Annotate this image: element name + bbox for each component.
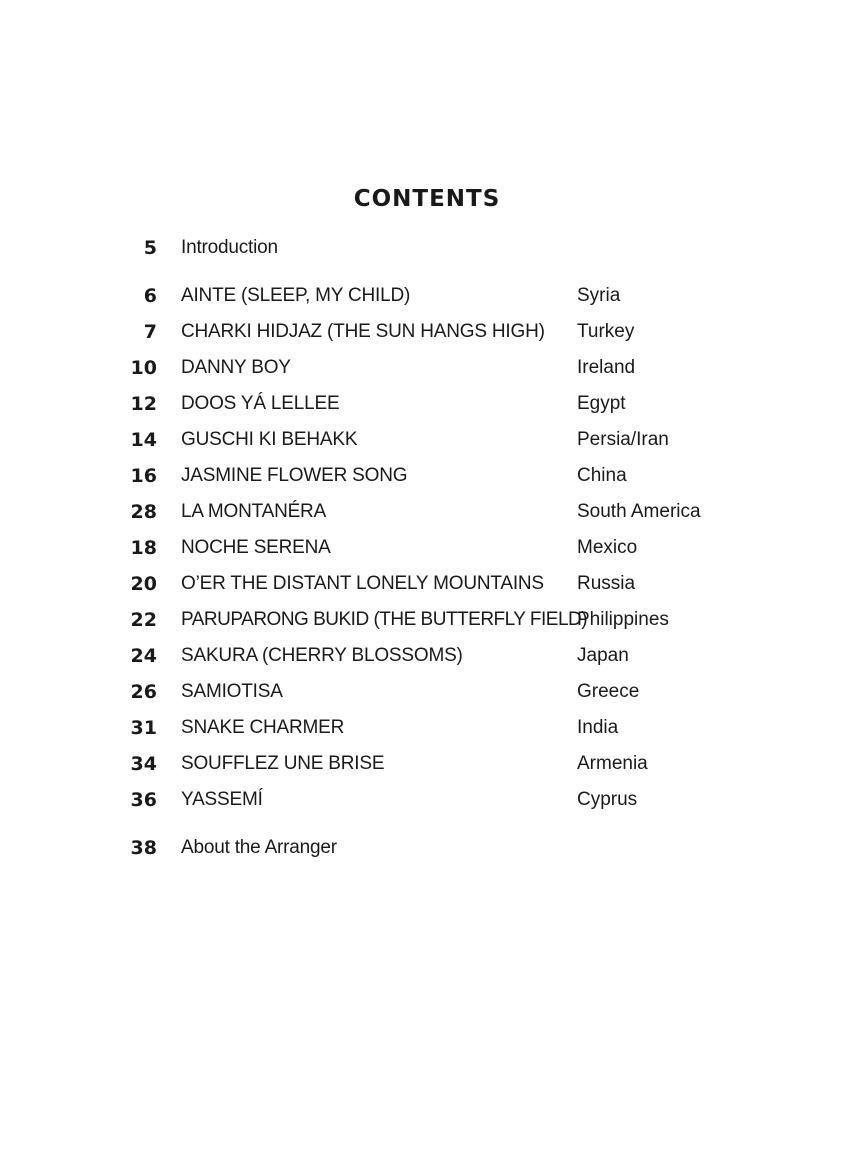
song-country: Persia/Iran [577, 429, 669, 450]
song-country: Armenia [577, 753, 648, 774]
song-title: JASMINE FLOWER SONG [181, 465, 408, 486]
song-country: Russia [577, 573, 636, 594]
toc-entry-about-arranger [0, 833, 864, 863]
song-title: SOUFFLEZ UNE BRISE [181, 753, 385, 774]
song-title: PARUPARONG BUKID (THE BUTTERFLY FIELD) [181, 609, 588, 630]
song-country: Egypt [577, 393, 626, 414]
song-title: LA MONTANÉRA [181, 501, 327, 522]
page-number: 38 [130, 837, 157, 859]
song-country: Mexico [577, 537, 638, 558]
page-number: 12 [130, 393, 157, 415]
toc-entry-song [0, 353, 864, 383]
song-title: CHARKI HIDJAZ (THE SUN HANGS HIGH) [181, 321, 545, 342]
page-number: 36 [130, 789, 157, 811]
page-number: 7 [143, 321, 157, 343]
song-title: NOCHE SERENA [181, 537, 331, 558]
song-title: GUSCHI KI BEHAKK [181, 429, 358, 450]
song-country: China [577, 465, 627, 486]
song-country: South America [577, 501, 701, 522]
song-country: Japan [577, 645, 629, 666]
page-number: 28 [130, 501, 157, 523]
song-title: YASSEMÍ [181, 789, 263, 810]
page-number: 14 [130, 429, 157, 451]
page-number: 18 [130, 537, 157, 559]
page-title: CONTENTS [353, 186, 501, 212]
song-country: Cyprus [577, 789, 638, 810]
toc-entry-song [0, 677, 864, 707]
toc-entry-song [0, 785, 864, 815]
toc-entry-song [0, 533, 864, 563]
song-country: Syria [577, 285, 621, 306]
toc-entry-song [0, 461, 864, 491]
song-country: Greece [577, 681, 640, 702]
song-country: Ireland [577, 357, 636, 378]
song-title: DOOS YÁ LELLEE [181, 393, 340, 414]
page-number: 6 [143, 285, 157, 307]
song-country: Philippines [577, 609, 669, 630]
toc-entry-song [0, 497, 864, 527]
entry-title: About the Arranger [181, 837, 337, 858]
page-number: 20 [130, 573, 157, 595]
song-title: SAKURA (CHERRY BLOSSOMS) [181, 645, 463, 666]
entry-title: Introduction [181, 237, 278, 258]
page-number: 31 [130, 717, 157, 739]
toc-entry-song [0, 317, 864, 347]
page-number: 16 [130, 465, 157, 487]
toc-entry-song [0, 569, 864, 599]
toc-entry-song [0, 641, 864, 671]
page-number: 26 [130, 681, 157, 703]
song-title: AINTE (SLEEP, MY CHILD) [181, 285, 411, 306]
toc-entry-song [0, 425, 864, 455]
page-number: 24 [130, 645, 157, 667]
page-number: 34 [130, 753, 157, 775]
page-number: 22 [130, 609, 157, 631]
song-title: O’ER THE DISTANT LONELY MOUNTAINS [181, 573, 544, 594]
song-country: India [577, 717, 619, 738]
toc-entry-song [0, 605, 864, 635]
toc-entry-song [0, 389, 864, 419]
song-title: DANNY BOY [181, 357, 291, 378]
song-title: SNAKE CHARMER [181, 717, 345, 738]
song-country: Turkey [577, 321, 635, 342]
toc-entry-song [0, 749, 864, 779]
toc-entry-song [0, 713, 864, 743]
page-number: 5 [143, 237, 157, 259]
toc-entry-song [0, 281, 864, 311]
toc-entry-introduction [0, 233, 864, 263]
page-number: 10 [130, 357, 157, 379]
song-title: SAMIOTISA [181, 681, 283, 702]
